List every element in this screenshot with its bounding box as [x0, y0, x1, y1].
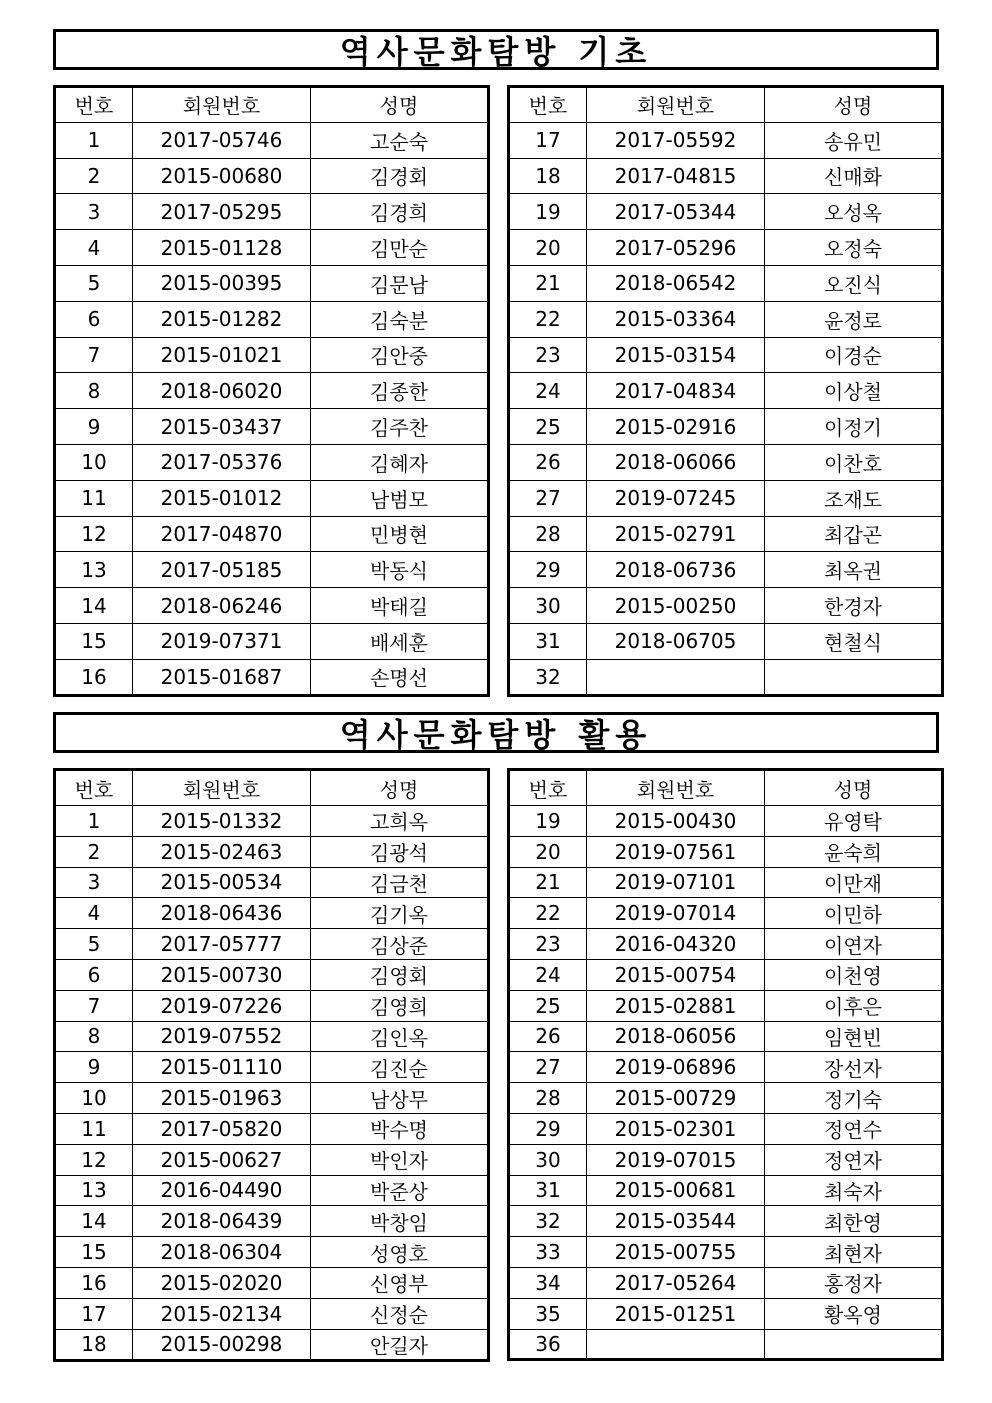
header-member-id: 회원번호 — [133, 770, 311, 806]
table-row — [509, 959, 943, 990]
member-id: 2015-00627 — [133, 1144, 311, 1175]
row-number: 2 — [55, 158, 133, 194]
table-row — [509, 588, 943, 624]
table-row — [509, 1021, 943, 1052]
member-name: 남범모 — [311, 480, 489, 516]
member-id: 2017-05746 — [133, 122, 311, 158]
member-id: 2017-05592 — [587, 122, 765, 158]
member-id: 2015-01963 — [133, 1083, 311, 1114]
header-number: 번호 — [509, 770, 587, 806]
row-number: 16 — [55, 659, 133, 695]
row-number: 7 — [55, 337, 133, 373]
member-id: 2019-07226 — [133, 990, 311, 1021]
member-id: 2015-03437 — [133, 409, 311, 445]
member-name: 정연수 — [765, 1113, 943, 1144]
table-row — [55, 1267, 489, 1298]
member-id: 2017-05820 — [133, 1113, 311, 1144]
table-row — [509, 659, 943, 695]
table-row — [55, 194, 489, 230]
table-row — [509, 806, 943, 837]
table-row — [55, 301, 489, 337]
table-row — [55, 1144, 489, 1175]
table-row — [509, 122, 943, 158]
row-number: 9 — [55, 409, 133, 445]
member-name: 홍정자 — [765, 1267, 943, 1298]
header-number: 번호 — [55, 770, 133, 806]
member-name: 최한영 — [765, 1206, 943, 1237]
member-name: 정연자 — [765, 1144, 943, 1175]
row-number: 17 — [509, 122, 587, 158]
member-id: 2015-00250 — [587, 588, 765, 624]
roster-table-basic-right — [507, 85, 944, 697]
member-name — [765, 659, 943, 695]
row-number: 8 — [55, 373, 133, 409]
member-name: 안길자 — [311, 1329, 489, 1360]
header-number: 번호 — [509, 87, 587, 123]
table-header-row — [509, 770, 943, 806]
member-name: 남상무 — [311, 1083, 489, 1114]
table-row — [55, 623, 489, 659]
member-id: 2015-02020 — [133, 1267, 311, 1298]
table-row — [509, 444, 943, 480]
table-row — [509, 836, 943, 867]
member-id: 2019-07552 — [133, 1021, 311, 1052]
member-name: 신매화 — [765, 158, 943, 194]
member-id: 2015-01687 — [133, 659, 311, 695]
member-id: 2019-07101 — [587, 867, 765, 898]
member-name: 조재도 — [765, 480, 943, 516]
table-row — [55, 230, 489, 266]
row-number: 30 — [509, 588, 587, 624]
table-row — [55, 1298, 489, 1329]
row-number: 34 — [509, 1267, 587, 1298]
table-row — [55, 867, 489, 898]
member-name: 최옥권 — [765, 552, 943, 588]
row-number: 11 — [55, 1113, 133, 1144]
member-name: 김주찬 — [311, 409, 489, 445]
member-name: 임현빈 — [765, 1021, 943, 1052]
section-title-advanced: 역사문화탐방 활용 — [53, 712, 939, 753]
row-number: 35 — [509, 1298, 587, 1329]
table-row — [55, 806, 489, 837]
member-id: 2015-00534 — [133, 867, 311, 898]
member-name: 현철식 — [765, 623, 943, 659]
member-name: 황옥영 — [765, 1298, 943, 1329]
member-id: 2017-04815 — [587, 158, 765, 194]
member-name: 신정순 — [311, 1298, 489, 1329]
table-row — [509, 1206, 943, 1237]
member-name: 김혜자 — [311, 444, 489, 480]
row-number: 4 — [55, 898, 133, 929]
member-id: 2018-06439 — [133, 1206, 311, 1237]
header-number: 번호 — [55, 87, 133, 123]
table-row — [509, 990, 943, 1021]
member-id: 2018-06542 — [587, 265, 765, 301]
member-name: 이정기 — [765, 409, 943, 445]
member-id: 2019-07245 — [587, 480, 765, 516]
member-name: 성영호 — [311, 1237, 489, 1268]
member-id — [587, 659, 765, 695]
row-number: 19 — [509, 806, 587, 837]
table-row — [509, 194, 943, 230]
row-number: 6 — [55, 301, 133, 337]
table-row — [509, 1052, 943, 1083]
member-id: 2015-00680 — [133, 158, 311, 194]
member-id: 2015-00430 — [587, 806, 765, 837]
member-name: 김만순 — [311, 230, 489, 266]
table-row — [55, 265, 489, 301]
member-name: 김영회 — [311, 959, 489, 990]
member-id: 2017-04834 — [587, 373, 765, 409]
member-name: 박태길 — [311, 588, 489, 624]
member-name: 박수명 — [311, 1113, 489, 1144]
row-number: 27 — [509, 480, 587, 516]
member-id: 2016-04320 — [587, 929, 765, 960]
row-number: 15 — [55, 1237, 133, 1268]
member-name: 김경희 — [311, 194, 489, 230]
member-id: 2015-00681 — [587, 1175, 765, 1206]
member-name: 박인자 — [311, 1144, 489, 1175]
header-member-id: 회원번호 — [587, 87, 765, 123]
table-row — [509, 1237, 943, 1268]
table-row — [55, 990, 489, 1021]
row-number: 29 — [509, 1113, 587, 1144]
member-id: 2019-07561 — [587, 836, 765, 867]
member-id: 2015-00754 — [587, 959, 765, 990]
row-number: 4 — [55, 230, 133, 266]
member-name: 이민하 — [765, 898, 943, 929]
member-name: 이연자 — [765, 929, 943, 960]
table-row — [509, 301, 943, 337]
member-id: 2015-01332 — [133, 806, 311, 837]
row-number: 7 — [55, 990, 133, 1021]
header-name: 성명 — [311, 770, 489, 806]
member-name: 송유민 — [765, 122, 943, 158]
member-id: 2018-06020 — [133, 373, 311, 409]
row-number: 15 — [55, 623, 133, 659]
member-id: 2015-01021 — [133, 337, 311, 373]
member-name: 박창임 — [311, 1206, 489, 1237]
row-number: 11 — [55, 480, 133, 516]
table-row — [509, 898, 943, 929]
row-number: 31 — [509, 1175, 587, 1206]
row-number: 14 — [55, 1206, 133, 1237]
member-name: 고순숙 — [311, 122, 489, 158]
member-name: 박준상 — [311, 1175, 489, 1206]
member-name: 오정숙 — [765, 230, 943, 266]
member-id: 2015-02134 — [133, 1298, 311, 1329]
row-number: 23 — [509, 929, 587, 960]
row-number: 8 — [55, 1021, 133, 1052]
row-number: 13 — [55, 1175, 133, 1206]
row-number: 1 — [55, 806, 133, 837]
member-name: 오성옥 — [765, 194, 943, 230]
header-member-id: 회원번호 — [587, 770, 765, 806]
member-id: 2018-06304 — [133, 1237, 311, 1268]
roster-table-basic-left — [53, 85, 490, 697]
member-name: 김진순 — [311, 1052, 489, 1083]
table-row — [509, 373, 943, 409]
member-name: 윤정로 — [765, 301, 943, 337]
row-number: 26 — [509, 444, 587, 480]
row-number: 10 — [55, 444, 133, 480]
row-number: 22 — [509, 898, 587, 929]
member-name: 김경회 — [311, 158, 489, 194]
table-row — [509, 480, 943, 516]
row-number: 12 — [55, 1144, 133, 1175]
member-id: 2015-03364 — [587, 301, 765, 337]
table-row — [55, 1329, 489, 1360]
member-id: 2015-00755 — [587, 1237, 765, 1268]
member-name: 장선자 — [765, 1052, 943, 1083]
member-id: 2018-06705 — [587, 623, 765, 659]
row-number: 27 — [509, 1052, 587, 1083]
row-number: 1 — [55, 122, 133, 158]
table-row — [55, 1083, 489, 1114]
row-number: 21 — [509, 265, 587, 301]
table-row — [55, 444, 489, 480]
row-number: 23 — [509, 337, 587, 373]
member-id: 2016-04490 — [133, 1175, 311, 1206]
member-id: 2019-07015 — [587, 1144, 765, 1175]
row-number: 32 — [509, 1206, 587, 1237]
roster-table-advanced-left — [53, 768, 490, 1362]
header-name: 성명 — [765, 87, 943, 123]
header-member-id: 회원번호 — [133, 87, 311, 123]
table-row — [509, 516, 943, 552]
table-row — [55, 659, 489, 695]
member-name: 김광석 — [311, 836, 489, 867]
table-row — [509, 867, 943, 898]
table-row — [509, 337, 943, 373]
member-name: 김상준 — [311, 929, 489, 960]
table-row — [55, 959, 489, 990]
member-name: 이찬호 — [765, 444, 943, 480]
member-id: 2015-02791 — [587, 516, 765, 552]
table-row — [55, 588, 489, 624]
member-name: 정기숙 — [765, 1083, 943, 1114]
row-number: 24 — [509, 959, 587, 990]
table-header-row — [55, 770, 489, 806]
member-name: 신영부 — [311, 1267, 489, 1298]
table-row — [55, 898, 489, 929]
row-number: 3 — [55, 194, 133, 230]
table-row — [55, 1206, 489, 1237]
table-row — [509, 1083, 943, 1114]
table-row — [55, 929, 489, 960]
table-row — [509, 552, 943, 588]
member-id: 2015-01282 — [133, 301, 311, 337]
table-row — [55, 552, 489, 588]
table-row — [55, 480, 489, 516]
row-number: 18 — [509, 158, 587, 194]
row-number: 17 — [55, 1298, 133, 1329]
member-id: 2015-02916 — [587, 409, 765, 445]
member-id: 2015-02881 — [587, 990, 765, 1021]
row-number: 12 — [55, 516, 133, 552]
member-name: 김종한 — [311, 373, 489, 409]
row-number: 13 — [55, 552, 133, 588]
member-name: 김금천 — [311, 867, 489, 898]
member-name — [765, 1329, 943, 1360]
member-id: 2017-05295 — [133, 194, 311, 230]
row-number: 16 — [55, 1267, 133, 1298]
row-number: 22 — [509, 301, 587, 337]
member-name: 김안중 — [311, 337, 489, 373]
member-id: 2017-05376 — [133, 444, 311, 480]
table-row — [509, 158, 943, 194]
row-number: 25 — [509, 409, 587, 445]
table-row — [55, 122, 489, 158]
table-row — [509, 409, 943, 445]
row-number: 32 — [509, 659, 587, 695]
table-row — [55, 337, 489, 373]
table-header-row — [509, 87, 943, 123]
table-row — [509, 265, 943, 301]
member-name: 유영탁 — [765, 806, 943, 837]
member-id: 2015-01110 — [133, 1052, 311, 1083]
row-number: 29 — [509, 552, 587, 588]
member-id: 2017-05777 — [133, 929, 311, 960]
member-id: 2015-03154 — [587, 337, 765, 373]
member-id: 2015-01128 — [133, 230, 311, 266]
table-row — [509, 623, 943, 659]
table-row — [509, 1144, 943, 1175]
table-row — [509, 230, 943, 266]
row-number: 3 — [55, 867, 133, 898]
row-number: 26 — [509, 1021, 587, 1052]
row-number: 9 — [55, 1052, 133, 1083]
member-name: 이후은 — [765, 990, 943, 1021]
member-name: 최갑곤 — [765, 516, 943, 552]
table-row — [55, 1237, 489, 1268]
header-name: 성명 — [765, 770, 943, 806]
table-header-row — [55, 87, 489, 123]
row-number: 5 — [55, 265, 133, 301]
member-name: 최숙자 — [765, 1175, 943, 1206]
row-number: 10 — [55, 1083, 133, 1114]
table-row — [55, 409, 489, 445]
row-number: 20 — [509, 230, 587, 266]
member-id: 2019-06896 — [587, 1052, 765, 1083]
member-name: 이천영 — [765, 959, 943, 990]
member-name: 오진식 — [765, 265, 943, 301]
row-number: 28 — [509, 516, 587, 552]
member-id: 2015-03544 — [587, 1206, 765, 1237]
member-name: 윤숙희 — [765, 836, 943, 867]
member-id: 2018-06736 — [587, 552, 765, 588]
row-number: 14 — [55, 588, 133, 624]
table-row — [55, 158, 489, 194]
member-name: 이만재 — [765, 867, 943, 898]
row-number: 21 — [509, 867, 587, 898]
row-number: 20 — [509, 836, 587, 867]
table-row — [509, 929, 943, 960]
row-number: 25 — [509, 990, 587, 1021]
member-name: 이상철 — [765, 373, 943, 409]
member-id: 2017-05296 — [587, 230, 765, 266]
member-name: 배세훈 — [311, 623, 489, 659]
row-number: 18 — [55, 1329, 133, 1360]
table-row — [55, 516, 489, 552]
row-number: 33 — [509, 1237, 587, 1268]
table-row — [55, 373, 489, 409]
member-name: 김기옥 — [311, 898, 489, 929]
member-id: 2018-06066 — [587, 444, 765, 480]
table-row — [55, 1113, 489, 1144]
table-row — [55, 1052, 489, 1083]
row-number: 2 — [55, 836, 133, 867]
row-number: 24 — [509, 373, 587, 409]
row-number: 36 — [509, 1329, 587, 1360]
member-name: 민병현 — [311, 516, 489, 552]
member-name: 이경순 — [765, 337, 943, 373]
member-id: 2018-06246 — [133, 588, 311, 624]
member-name: 박동식 — [311, 552, 489, 588]
member-id: 2015-00729 — [587, 1083, 765, 1114]
member-name: 김숙분 — [311, 301, 489, 337]
roster-table-advanced-right — [507, 768, 944, 1361]
member-id: 2015-02463 — [133, 836, 311, 867]
member-name: 김문남 — [311, 265, 489, 301]
member-id: 2019-07371 — [133, 623, 311, 659]
table-row — [55, 836, 489, 867]
table-row — [509, 1298, 943, 1329]
table-row — [55, 1021, 489, 1052]
member-id: 2018-06436 — [133, 898, 311, 929]
row-number: 5 — [55, 929, 133, 960]
member-id: 2015-00298 — [133, 1329, 311, 1360]
member-id: 2018-06056 — [587, 1021, 765, 1052]
member-id — [587, 1329, 765, 1360]
table-row — [509, 1329, 943, 1360]
member-id: 2015-00730 — [133, 959, 311, 990]
member-id: 2015-00395 — [133, 265, 311, 301]
table-row — [55, 1175, 489, 1206]
member-id: 2017-05344 — [587, 194, 765, 230]
member-name: 김인옥 — [311, 1021, 489, 1052]
row-number: 19 — [509, 194, 587, 230]
member-id: 2015-02301 — [587, 1113, 765, 1144]
member-id: 2019-07014 — [587, 898, 765, 929]
member-name: 김영희 — [311, 990, 489, 1021]
row-number: 6 — [55, 959, 133, 990]
table-row — [509, 1175, 943, 1206]
row-number: 31 — [509, 623, 587, 659]
member-id: 2017-05185 — [133, 552, 311, 588]
member-name: 최현자 — [765, 1237, 943, 1268]
member-name: 고희옥 — [311, 806, 489, 837]
row-number: 30 — [509, 1144, 587, 1175]
member-id: 2017-05264 — [587, 1267, 765, 1298]
member-id: 2015-01012 — [133, 480, 311, 516]
header-name: 성명 — [311, 87, 489, 123]
section-title-basic: 역사문화탐방 기초 — [53, 29, 939, 70]
member-name: 한경자 — [765, 588, 943, 624]
table-row — [509, 1267, 943, 1298]
member-name: 손명선 — [311, 659, 489, 695]
member-id: 2015-01251 — [587, 1298, 765, 1329]
row-number: 28 — [509, 1083, 587, 1114]
table-row — [509, 1113, 943, 1144]
member-id: 2017-04870 — [133, 516, 311, 552]
